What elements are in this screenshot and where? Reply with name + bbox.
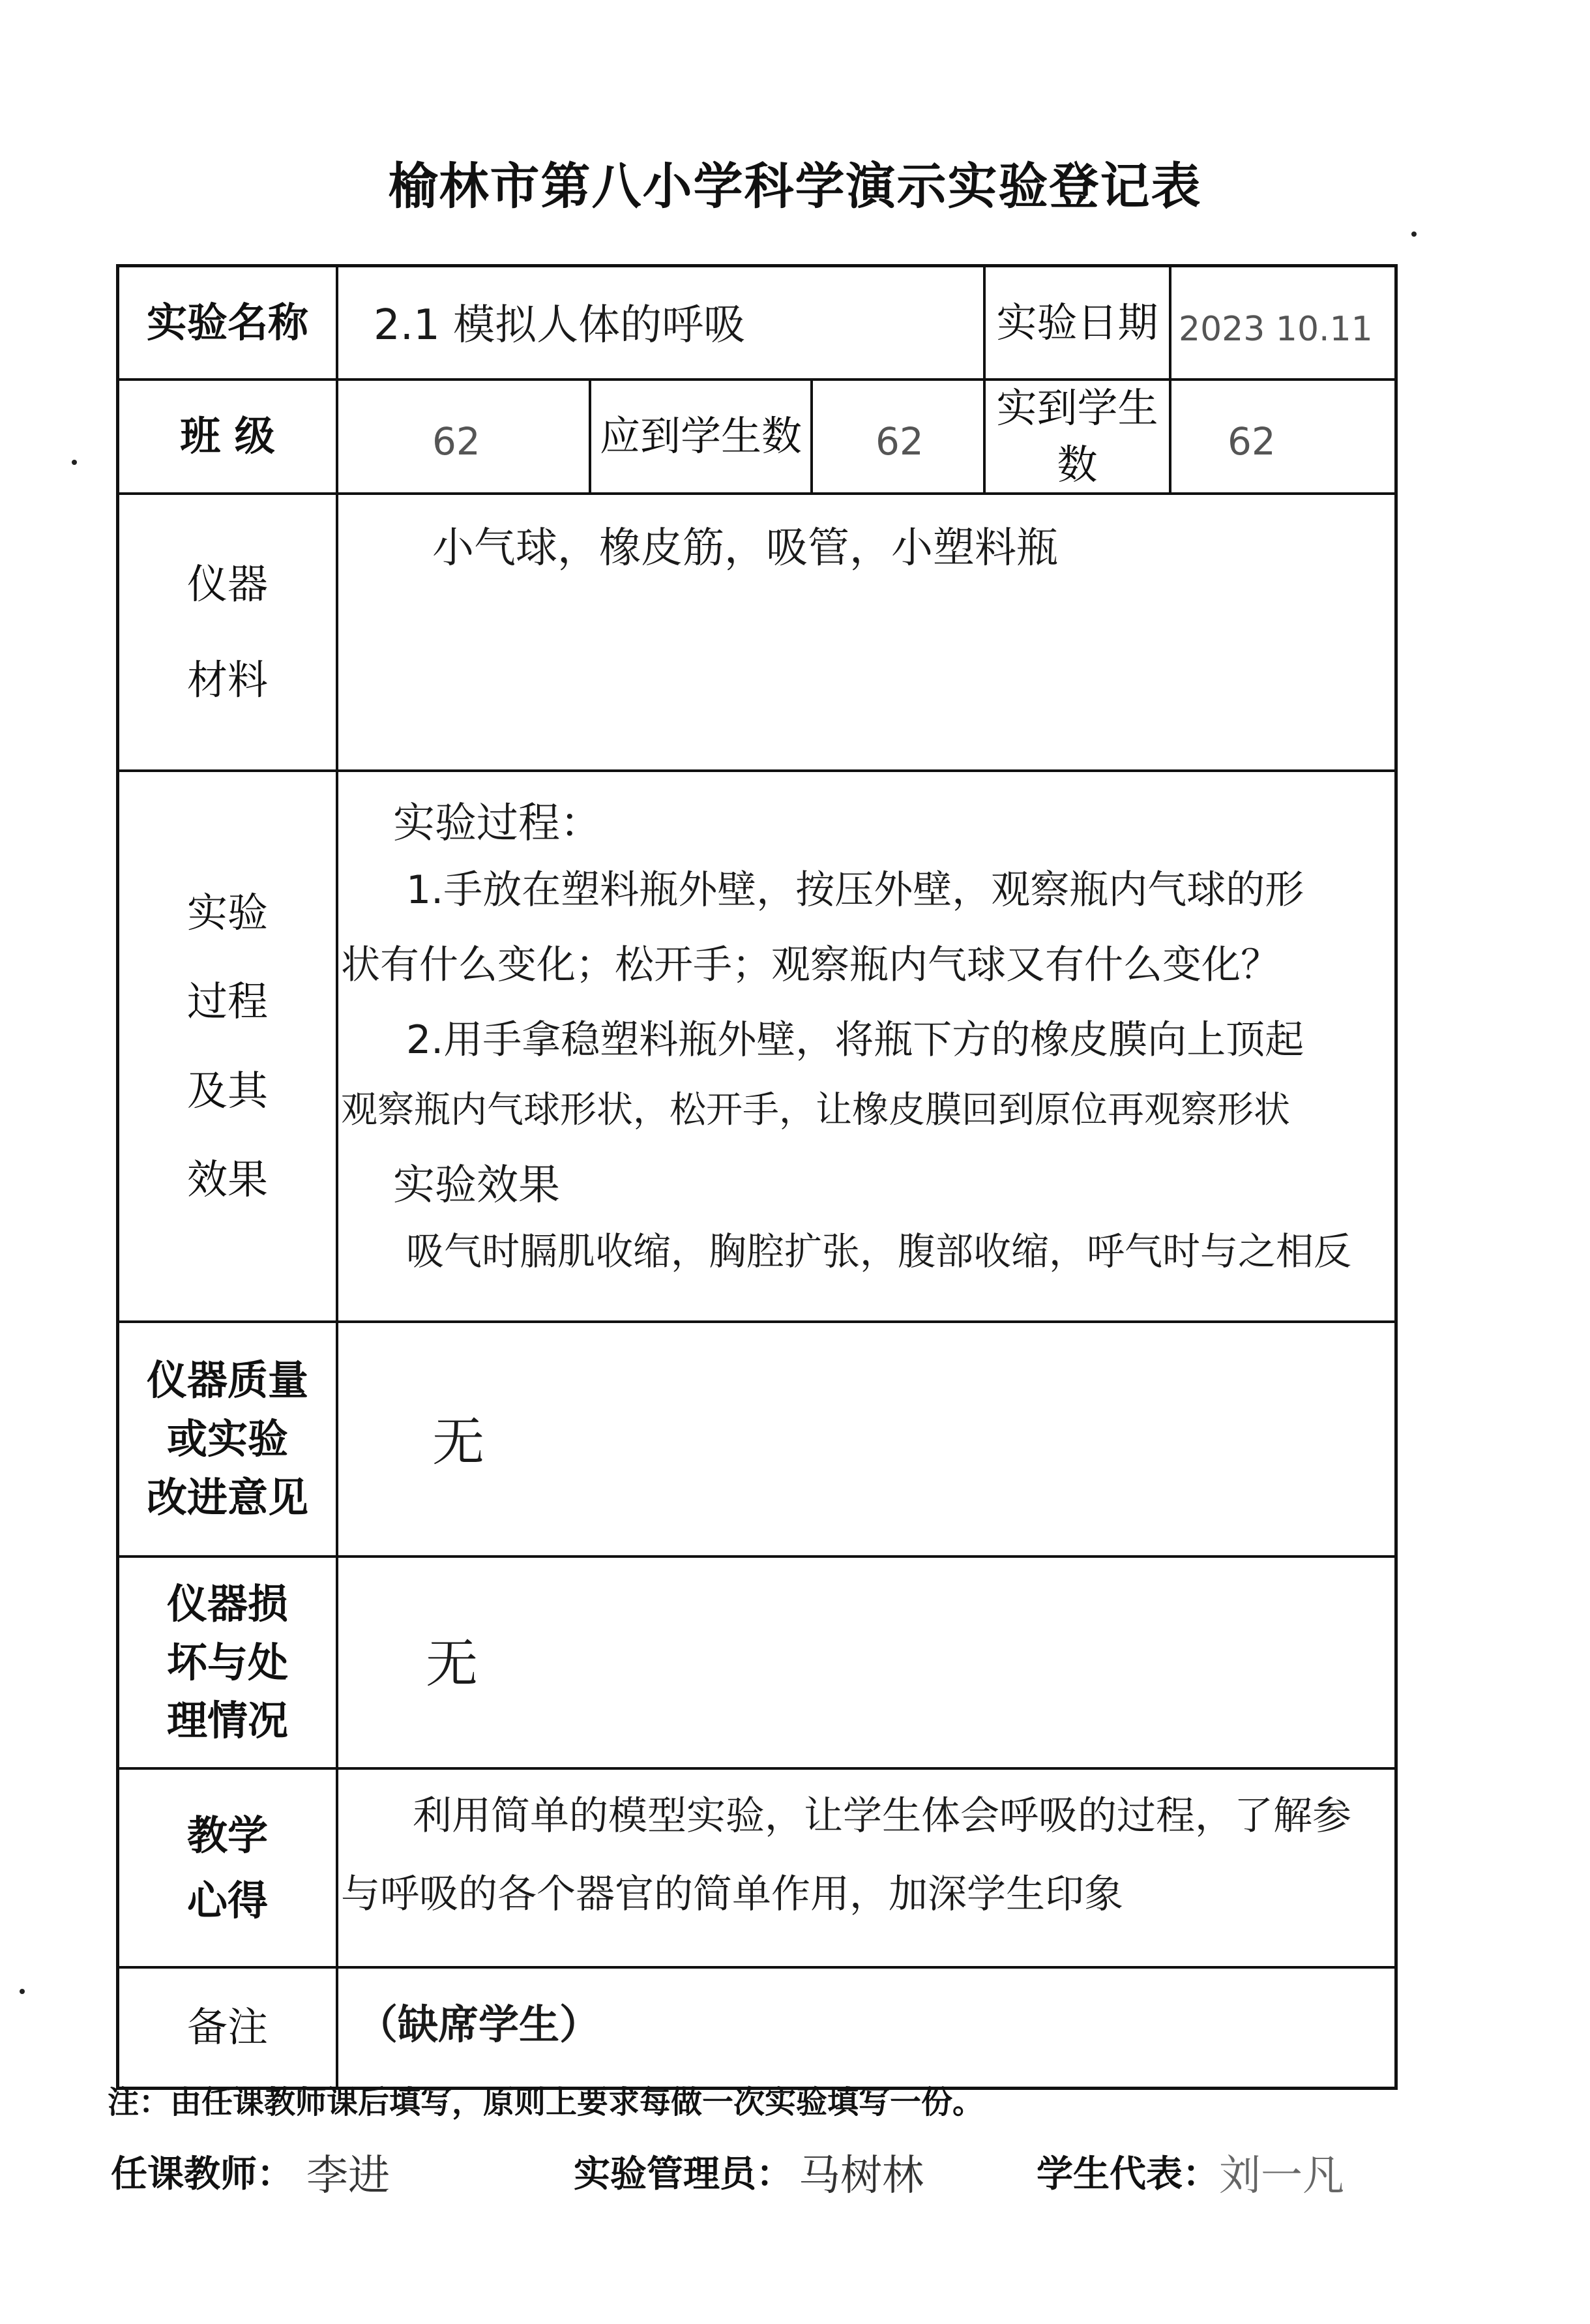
materials-label <box>119 495 336 769</box>
quality-value: 无 <box>432 1412 484 1472</box>
expected-students-value: 62 <box>876 419 924 464</box>
process-label-line: 过程 <box>186 977 268 1026</box>
expected-students-label: 应到学生数 <box>599 412 802 460</box>
registration-table <box>116 264 1398 2090</box>
experiment-name-label: 实验名称 <box>146 298 308 346</box>
process-line: 实验效果 <box>393 1161 560 1210</box>
quality-label <box>119 1323 336 1555</box>
column-divider <box>336 267 338 2087</box>
scan-speck <box>1411 231 1417 237</box>
column-divider <box>1169 267 1171 492</box>
reflection-label-line: 心得 <box>186 1876 268 1924</box>
experiment-name-value: 2.1 模拟人体的呼吸 <box>374 301 746 350</box>
reflection-label <box>119 1770 336 1966</box>
damage-label-line: 坏与处 <box>166 1638 288 1686</box>
process-line: 吸气时膈肌收缩，胸腔扩张，腹部收缩，呼气时与之相反 <box>406 1229 1352 1274</box>
student-rep-label: 学生代表： <box>1037 2153 1219 2196</box>
quality-label-line: 或实验 <box>166 1415 288 1463</box>
materials-label-line: 仪器 <box>186 559 268 608</box>
scan-speck <box>72 460 77 465</box>
quality-label-line: 改进意见 <box>146 1473 308 1521</box>
process-label-line: 及其 <box>186 1066 268 1114</box>
scan-speck <box>20 1989 25 1994</box>
process-label-line: 实验 <box>186 888 268 936</box>
student-rep-signature: 刘一凡 <box>1219 2152 1344 2200</box>
teacher-label: 任课教师： <box>111 2153 293 2196</box>
teacher-signature: 李进 <box>306 2152 390 2200</box>
manager-signature: 马树林 <box>799 2152 924 2200</box>
process-line: 1.手放在塑料瓶外壁，按压外壁，观察瓶内气球的形 <box>406 867 1304 913</box>
damage-label-line: 仪器损 <box>166 1579 288 1628</box>
form-title: 榆林市第八小学科学演示实验登记表 <box>388 157 1202 215</box>
actual-students-value: 62 <box>1228 419 1276 464</box>
process-line: 观察瓶内气球形状，松开手，让橡皮膜回到原位再观察形状 <box>341 1089 1290 1131</box>
process-label <box>119 772 336 1320</box>
reflection-label-line: 教学 <box>186 1811 268 1860</box>
materials-label-line: 材料 <box>186 655 268 704</box>
remarks-label: 备注 <box>186 2003 268 2051</box>
process-line: 实验过程： <box>393 799 602 848</box>
experiment-date-label: 实验日期 <box>996 298 1158 346</box>
experiment-date-value: 2023 10.11 <box>1179 310 1373 349</box>
actual-students-label: 实到学生数 <box>996 383 1158 488</box>
class-value: 62 <box>432 419 480 464</box>
materials-value: 小气球，橡皮筋，吸管，小塑料瓶 <box>432 524 1058 573</box>
process-line: 2.用手拿稳塑料瓶外壁，将瓶下方的橡皮膜向上顶起 <box>406 1017 1304 1063</box>
damage-label <box>119 1558 336 1767</box>
remarks-value: （缺席学生） <box>357 2001 600 2048</box>
column-divider <box>810 378 813 492</box>
damage-label-line: 理情况 <box>166 1697 288 1745</box>
damage-value: 无 <box>426 1633 478 1694</box>
instruction-note: 注：由任课教师课后填写，原则上要求每做一次实验填写一份。 <box>108 2084 984 2121</box>
process-line: 状有什么变化；松开手；观察瓶内气球又有什么变化？ <box>341 942 1280 988</box>
quality-label-line: 仪器质量 <box>146 1356 308 1405</box>
manager-label: 实验管理员： <box>574 2153 793 2196</box>
class-label: 班 级 <box>180 412 275 460</box>
reflection-line: 利用简单的模型实验，让学生体会呼吸的过程，了解参 <box>413 1793 1351 1839</box>
process-label-line: 效果 <box>186 1155 268 1203</box>
reflection-line: 与呼吸的各个器官的简单作用，加深学生印象 <box>341 1871 1123 1917</box>
